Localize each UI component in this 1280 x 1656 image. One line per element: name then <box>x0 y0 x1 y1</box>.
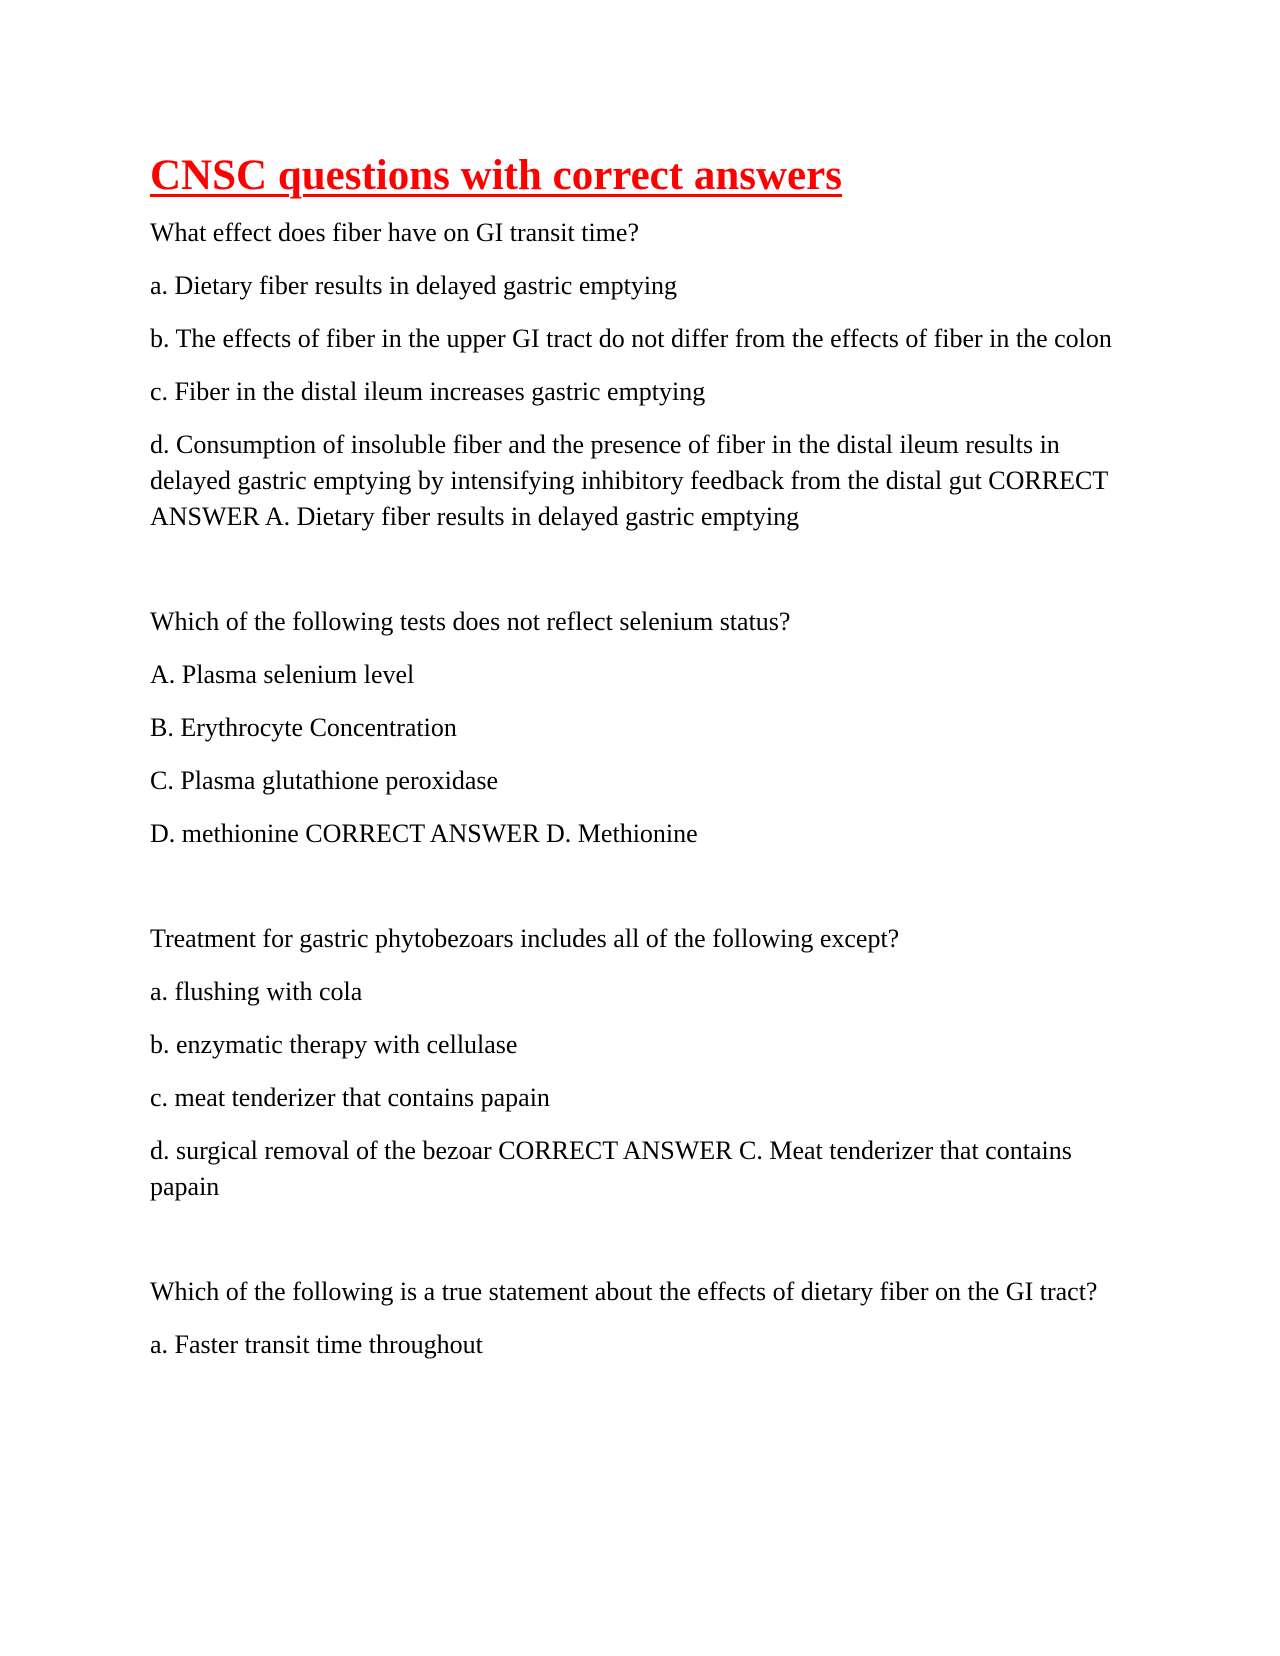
question-prompt: What effect does fiber have on GI transit time? <box>150 218 639 247</box>
question-prompt: Treatment for gastric phytobezoars includes all of the following except? <box>150 924 900 953</box>
answer-option: b. enzymatic therapy with cellulase <box>150 1030 518 1059</box>
question-prompt: Which of the following tests does not reflect selenium status? <box>150 607 791 636</box>
question-prompt: Which of the following is a true statement about the effects of dietary fiber on the GI tract? <box>150 1277 1098 1306</box>
answer-option: C. Plasma glutathione peroxidase <box>150 766 499 795</box>
question-spacer <box>150 552 1135 604</box>
document-page <box>150 150 1135 1380</box>
answer-option: b. The effects of fiber in the upper GI tract do not differ from the effects of fiber in the colon <box>150 324 1112 353</box>
answer-option: A. Plasma selenium level <box>150 660 415 689</box>
answer-option: a. Faster transit time throughout <box>150 1330 483 1359</box>
question-spacer <box>150 1222 1135 1274</box>
answer-option: a. Dietary fiber results in delayed gastric emptying <box>150 271 678 300</box>
answer-option: c. meat tenderizer that contains papain <box>150 1083 550 1112</box>
answer-option: c. Fiber in the distal ileum increases gastric emptying <box>150 377 706 406</box>
question-block <box>150 215 1135 535</box>
answer-option: a. flushing with cola <box>150 977 363 1006</box>
question-spacer <box>150 869 1135 921</box>
question-block <box>150 921 1135 1205</box>
answer-option: D. methionine CORRECT ANSWER D. Methionine <box>150 819 698 848</box>
answer-option: B. Erythrocyte Concentration <box>150 713 457 742</box>
answer-option: d. Consumption of insoluble fiber and the presence of fiber in the distal ileum results in delayed gastric emptying by intensifying inhibitory feedback from the distal gut CORRECT ANSWER A. Dietary fiber results in delayed gastric emptying <box>150 430 1108 531</box>
document-title: CNSC questions with correct answers <box>150 152 842 199</box>
question-block <box>150 604 1135 852</box>
question-block <box>150 1274 1135 1363</box>
answer-option: d. surgical removal of the bezoar CORRECT ANSWER C. Meat tenderizer that contains papain <box>150 1136 1072 1201</box>
